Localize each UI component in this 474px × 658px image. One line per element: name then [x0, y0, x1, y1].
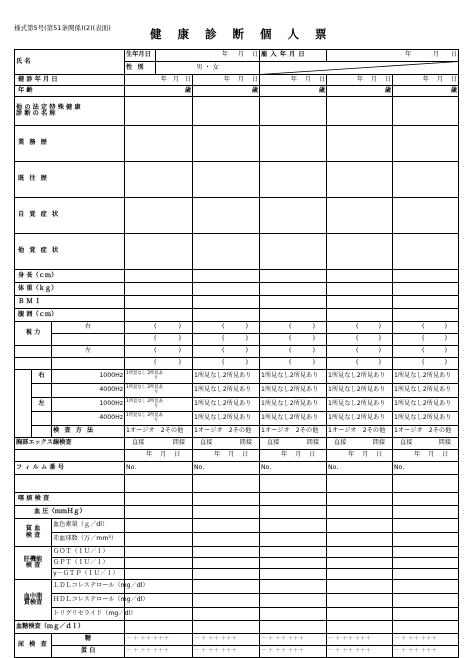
cell-text: り — [154, 389, 159, 395]
cell-text: ) — [312, 347, 316, 355]
cell-text: － ＋ ＋＋ ＋＋＋ — [194, 648, 237, 655]
cell-text: 1所見なし — [126, 412, 146, 418]
cell-text: 間接 — [438, 439, 452, 447]
urine-sugar-5[interactable] — [393, 634, 459, 646]
cell-text: ( — [154, 359, 157, 367]
cell-text: 年 — [290, 75, 297, 83]
cell-text: 肝機能 — [23, 555, 43, 563]
cell-text: － ＋ ＋＋ ＋＋＋ — [261, 648, 304, 655]
cell-text: 歳 — [384, 86, 392, 94]
ldl-label: ＬＤＬコレステロール（mg／dl） — [52, 580, 125, 594]
cell-text: 1所見なし2所見あり — [394, 414, 452, 422]
cell-text: ( — [222, 335, 225, 343]
cell-text: 間接 — [306, 439, 320, 447]
cell-text: ) — [245, 359, 249, 367]
cell-text: Ｂ Ｍ Ｉ — [18, 297, 41, 305]
cell-text: 1所見なし2所見あり — [261, 400, 319, 408]
cell-text: ( — [222, 359, 225, 367]
cell-text: 月 — [436, 75, 443, 83]
cell-text: 1所見なし — [126, 384, 146, 390]
cell-text: － ＋ ＋＋ ＋＋＋ — [394, 636, 437, 643]
cell-text: ) — [245, 323, 249, 331]
cell-text: 月 — [160, 451, 167, 459]
cell-text: 2所見あ — [147, 398, 163, 404]
urine-sugar-4[interactable] — [327, 634, 393, 646]
cell-text: 1所見なし2所見あり — [194, 414, 252, 422]
glucose-1[interactable] — [125, 621, 193, 634]
glucose-4[interactable] — [327, 621, 393, 634]
urine-sugar-3[interactable] — [260, 634, 327, 646]
cell-text: ) — [178, 335, 182, 343]
cell-text: － ＋ ＋＋ ＋＋＋ — [328, 636, 371, 643]
cell-text: 間接 — [372, 439, 386, 447]
cell-text: ( — [356, 359, 359, 367]
cell-text: 血 圧（ｍｍＨｇ） — [34, 507, 86, 515]
vision-left-label: 左 — [52, 346, 125, 358]
cell-text: 1所見なし2所見あり — [328, 386, 386, 394]
cell-text: 歳 — [251, 86, 259, 94]
hdl-label: ＨＤＬコレステロール（mg／dl） — [52, 594, 125, 608]
cell-text: ) — [378, 323, 382, 331]
cell-text: 直接 — [267, 439, 280, 447]
cell-text: ( — [154, 347, 157, 355]
cell-text: ( — [289, 323, 292, 331]
cell-text: 月 — [172, 75, 179, 83]
cell-text: ) — [178, 323, 182, 331]
vision-right-label: 右 — [52, 322, 125, 334]
urine-protein-4[interactable] — [327, 646, 393, 658]
cell-text: 年 — [422, 75, 429, 83]
cell-text: 身 長（ｃｍ） — [18, 271, 58, 279]
cell-text: 1所見なし2所見あり — [328, 414, 386, 422]
cell-text: 1所見なし2所見あり — [261, 386, 319, 394]
cell-text: 年 — [223, 75, 230, 83]
cell-text: り — [154, 403, 159, 409]
hire-label: 雇 入 年 月 日 — [260, 50, 327, 62]
urine-sugar-1[interactable] — [125, 634, 193, 646]
cell-text: 1所見なし — [126, 370, 146, 376]
hearing-method-3[interactable]: 1オージオ 2その他 — [260, 426, 327, 438]
hemoglobin-label: 血色素量（ｇ／dl） — [52, 519, 125, 533]
cell-text: フ ィ ル ム 番 号 — [16, 463, 64, 471]
glucose-3[interactable] — [260, 621, 327, 634]
urine-sugar-2[interactable] — [193, 634, 260, 646]
cell-text: 1所見なし — [126, 398, 146, 404]
chest-xray-label: 胸部エックス線検査 — [15, 438, 125, 450]
hearing-r4000-hz: 4000Hz — [52, 384, 125, 398]
cell-text: 日 — [184, 75, 192, 83]
cell-text: ) — [378, 335, 382, 343]
cell-text: 1所見なし2所見あり — [194, 386, 252, 394]
cell-text: ( — [422, 335, 425, 343]
cell-text: 検 査 — [25, 531, 41, 539]
cell-text: 間接 — [239, 439, 253, 447]
cell-text: ( — [289, 335, 292, 343]
cell-text: ( — [289, 359, 292, 367]
cell-text: 血中脂 — [23, 592, 43, 600]
cell-text: 1所見なし2所見あり — [328, 372, 386, 380]
cell-text: 日 — [318, 75, 326, 83]
cell-text: No. — [194, 463, 205, 471]
cell-text: ) — [312, 323, 316, 331]
cell-text: ) — [312, 359, 316, 367]
form-id: 様式第5号(第51条関係)(2)(表面) — [14, 24, 111, 32]
cell-text: 1所見なし2所見あり — [261, 414, 319, 422]
cell-text: 検 査 — [25, 562, 41, 569]
cell-text: 診 断 の 名 称 — [16, 110, 56, 117]
cell-text: 1所見なし2所見あり — [194, 372, 252, 380]
cell-text: 年 — [348, 451, 355, 459]
cell-text: 腹 囲（ｃｍ） — [18, 310, 58, 318]
cell-text: － ＋ ＋＋ ＋＋＋ — [261, 636, 304, 643]
gpt-label: ＧＰＴ（ＩＵ／ｌ） — [52, 558, 125, 569]
glucose-2[interactable] — [193, 621, 260, 634]
hearing-method-1[interactable]: 1オージオ 2その他 — [125, 426, 193, 438]
cell-text: 年 — [414, 451, 421, 459]
cell-text: 日 — [174, 451, 181, 459]
cell-text: 年 齢 — [18, 86, 33, 94]
cell-text: 年 — [405, 51, 412, 59]
glucose-5[interactable] — [393, 621, 459, 634]
cell-text: 歳 — [184, 86, 192, 94]
cell-text: 氏 名 — [16, 57, 31, 65]
cell-text: No. — [394, 463, 405, 471]
cell-text: ) — [245, 335, 249, 343]
cell-text: り — [154, 417, 159, 423]
cell-text: 貧 血 — [25, 525, 41, 533]
cell-text: － ＋ ＋＋ ＋＋＋ — [126, 648, 169, 655]
cell-text: 他 覚 症 状 — [18, 247, 60, 255]
cell-text: 日 — [376, 451, 383, 459]
cell-text: 既 往 歴 — [18, 175, 49, 183]
ggtp-label: γ－ＧＴＰ（ＩＵ／ｌ） — [52, 569, 125, 580]
cell-text: － ＋ ＋＋ ＋＋＋ — [394, 648, 437, 655]
cell-text: 他 の 法 定 特 殊 健 康 — [16, 103, 81, 111]
cell-text: ) — [245, 347, 249, 355]
hearing-method-5[interactable]: 1オージオ 2その他 — [393, 426, 459, 438]
glucose-label — [15, 621, 125, 634]
cell-text: 2所見あ — [147, 412, 163, 418]
diagonal-strike — [260, 62, 459, 75]
cell-text: 1所見なし2所見あり — [328, 400, 386, 408]
urine-label: 尿 検 査 — [15, 634, 52, 658]
cell-text: ( — [222, 323, 225, 331]
cell-text: ( — [422, 323, 425, 331]
urine-protein-5[interactable] — [393, 646, 459, 658]
cell-text: 年 — [214, 451, 221, 459]
cell-text: ) — [444, 335, 448, 343]
tg-label: トリグリセライド（mg／dl） — [52, 608, 125, 621]
urine-protein-3[interactable] — [260, 646, 327, 658]
cell-text: － ＋ ＋＋ ＋＋＋ — [126, 636, 169, 643]
gender-field[interactable]: 男 ・ 女 — [156, 62, 260, 75]
cell-text: ) — [312, 335, 316, 343]
rbc-label: 赤血球数（万／mm³） — [52, 533, 125, 547]
cell-text: 直接 — [200, 439, 213, 447]
hearing-method-label: 検 査 方 法 — [52, 426, 125, 438]
cell-text: 月 — [237, 51, 244, 59]
cell-text: ) — [378, 347, 382, 355]
cell-text: 年 — [146, 451, 153, 459]
cell-text: 月 — [370, 75, 377, 83]
cell-text: 2所見あ — [147, 370, 163, 376]
cell-text: 日 — [442, 451, 449, 459]
cell-text: No. — [126, 463, 137, 471]
cell-text: No. — [328, 463, 339, 471]
cell-text: － ＋ ＋＋ ＋＋＋ — [328, 648, 371, 655]
cell-text: 1所見なし2所見あり — [194, 400, 252, 408]
cell-text: 2所見あ — [147, 384, 163, 390]
cell-text: 日 — [450, 51, 458, 59]
cell-text: 間接 — [172, 439, 186, 447]
cell-text: 喀 痰 検 査 — [18, 494, 50, 502]
cell-text: ) — [444, 323, 448, 331]
cell-text: 年 — [356, 75, 363, 83]
cell-text: No. — [261, 463, 272, 471]
cell-text: ( — [222, 347, 225, 355]
cell-text: 左 — [38, 400, 45, 408]
urine-protein-1[interactable] — [125, 646, 193, 658]
cell-text: 年 — [160, 75, 167, 83]
hearing-method-4[interactable]: 1オージオ 2その他 — [327, 426, 393, 438]
cell-text: り — [154, 375, 159, 381]
cell-text: ( — [356, 323, 359, 331]
cell-text: 日 — [251, 51, 259, 59]
urine-sugar-label: 糖 — [52, 634, 125, 646]
cell-text: ( — [356, 347, 359, 355]
hearing-l1000-hz: 1000Hz — [52, 398, 125, 412]
cell-text: 1所見なし2所見あり — [261, 372, 319, 380]
cell-text: ) — [378, 359, 382, 367]
hearing-r1000-hz: 1000Hz — [52, 370, 125, 384]
cell-text: 自 覚 症 状 — [18, 211, 60, 219]
cell-text: ( — [422, 347, 425, 355]
cell-text: 直接 — [132, 439, 145, 447]
cell-text: ) — [444, 359, 448, 367]
cell-text: 月 — [237, 75, 244, 83]
cell-text: 歳 — [318, 86, 326, 94]
cell-text: ( — [356, 335, 359, 343]
birth-label: 生年月日 — [125, 50, 156, 62]
cell-text: 歳 — [450, 86, 458, 94]
cell-text: ) — [178, 347, 182, 355]
cell-text: 月 — [362, 451, 369, 459]
page-title: 健 康 診 断 個 人 票 — [150, 27, 333, 41]
cell-text: 日 — [309, 451, 316, 459]
cell-text: 月 — [304, 75, 311, 83]
cell-text: 日 — [384, 75, 392, 83]
got-label: ＧＯＴ（ＩＵ／ｌ） — [52, 547, 125, 558]
cell-text: 質検査 — [23, 599, 43, 606]
cell-text: 体 重（ｋｇ） — [18, 284, 58, 292]
cell-text: ( — [422, 359, 425, 367]
cell-text: 1所見なし2所見あり — [394, 400, 452, 408]
cell-text: 業 務 歴 — [18, 139, 49, 147]
cell-text: － ＋ ＋＋ ＋＋＋ — [194, 636, 237, 643]
vision-label: 視 力 — [15, 322, 52, 346]
cell-text: 日 — [242, 451, 249, 459]
cell-text: 1所見なし2所見あり — [394, 372, 452, 380]
hearing-l4000-hz: 4000Hz — [52, 412, 125, 426]
urine-protein-label: 蛋 白 — [52, 646, 125, 658]
urine-protein-2[interactable] — [193, 646, 260, 658]
cell-text: 年 — [221, 51, 228, 59]
cell-text: 年 — [281, 451, 288, 459]
cell-text: 月 — [428, 451, 435, 459]
cell-text: 右 — [38, 372, 45, 380]
hearing-method-2[interactable]: 1オージオ 2その他 — [193, 426, 260, 438]
cell-text: 直接 — [400, 439, 413, 447]
cell-text: 日 — [450, 75, 458, 83]
cell-text: ( — [289, 347, 292, 355]
cell-text: 月 — [432, 51, 440, 59]
cell-text: 健 診 年 月 日 — [18, 75, 58, 83]
cell-text: ( — [154, 335, 157, 343]
cell-text: ( — [154, 323, 157, 331]
cell-text: 日 — [251, 75, 259, 83]
gender-label: 性 別 — [125, 62, 156, 75]
cell-text: 1所見なし2所見あり — [394, 386, 452, 394]
cell-text: 月 — [295, 451, 302, 459]
cell-text: 直接 — [334, 439, 347, 447]
cell-text: 血糖検査（ｍｇ／ｄｌ） — [16, 622, 85, 630]
cell-text: ) — [178, 359, 182, 367]
cell-text: ) — [444, 347, 448, 355]
cell-text: 月 — [228, 451, 235, 459]
